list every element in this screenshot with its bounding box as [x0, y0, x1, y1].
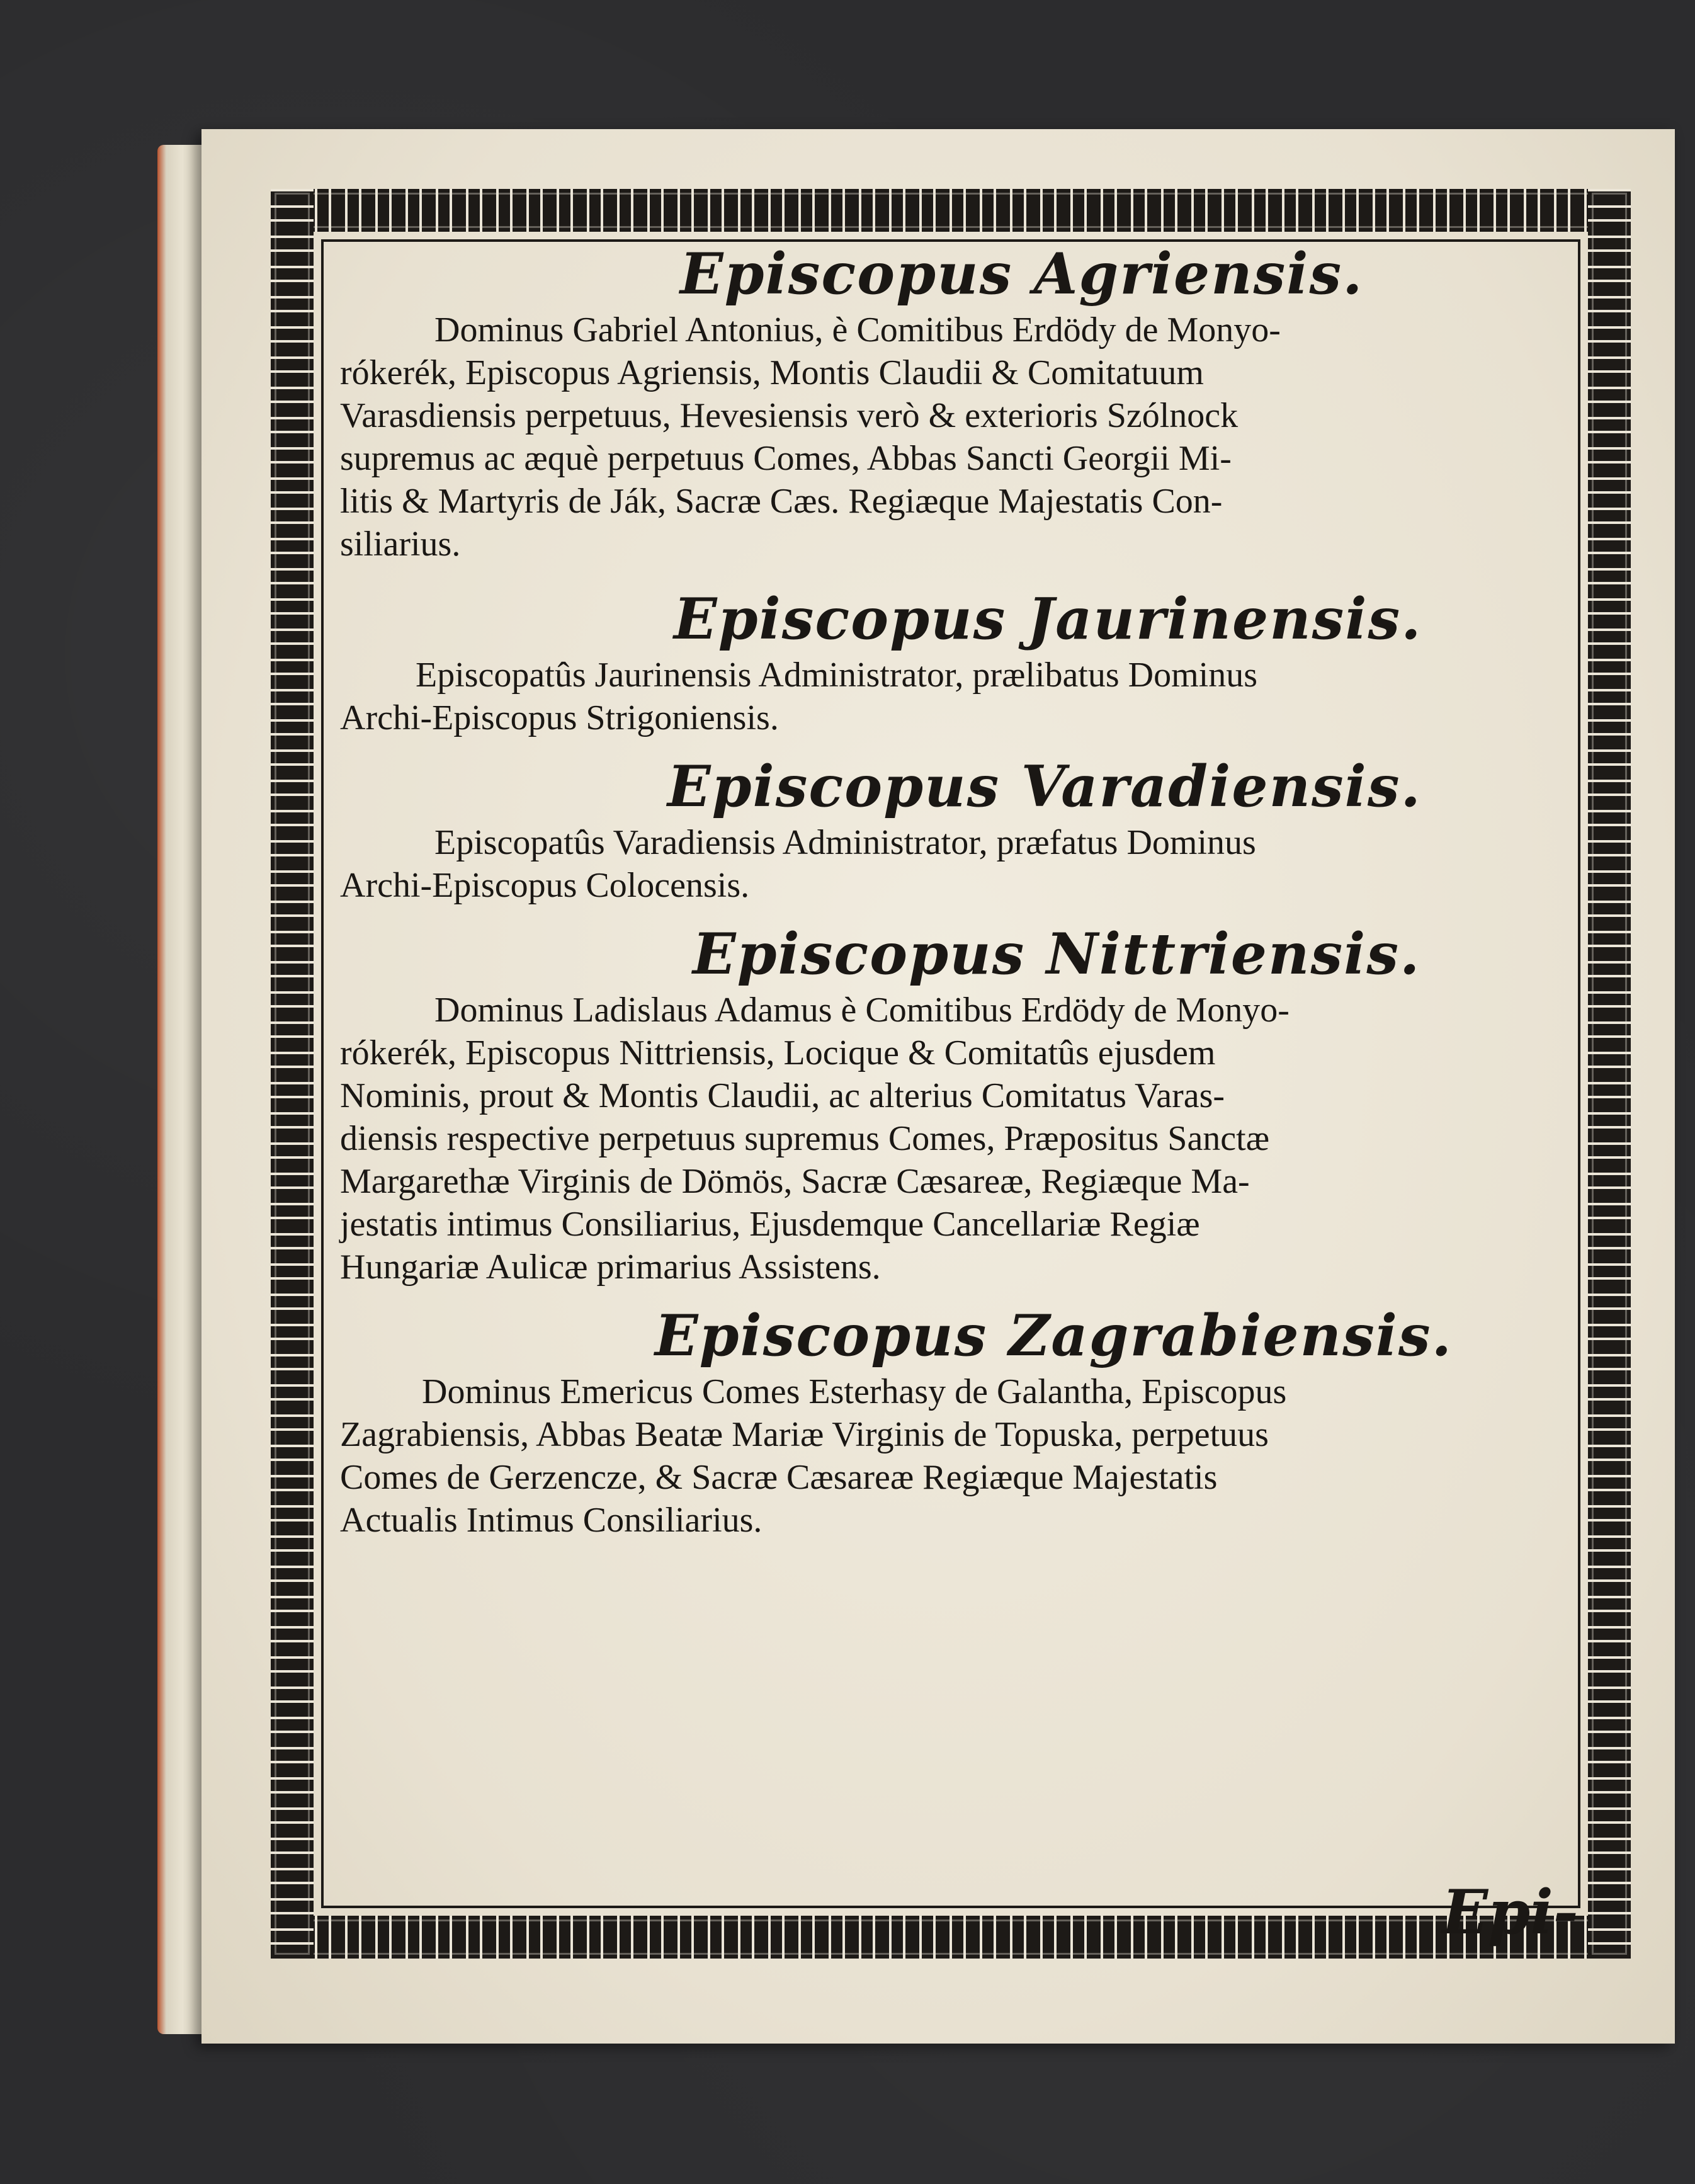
border-bottom — [271, 1916, 1631, 1959]
text-line: Comes de Gerzencze, & Sacræ Cæsareæ Regiæque Majestatis — [340, 1458, 1218, 1497]
text-line: rókerék, Episcopus Nittriensis, Locique & Comitatûs ejusdem — [340, 1033, 1216, 1072]
entry-heading: Episcopus Jaurinensis. — [674, 586, 1422, 652]
entry-nittriensis — [340, 919, 1574, 1288]
text-line: Zagrabiensis, Abbas Beatæ Mariæ Virginis de Topuska, perpetuus — [340, 1415, 1269, 1454]
entry-heading: Episcopus Nittriensis. — [693, 921, 1421, 987]
border-left — [271, 189, 314, 1959]
entry-body — [340, 654, 1574, 739]
page-text — [340, 239, 1574, 1542]
text-line: Actualis Intimus Consiliarius. — [340, 1501, 762, 1540]
text-line: Archi-Episcopus Colocensis. — [340, 866, 750, 905]
text-line: diensis respective perpetuus supremus Comes, Præpositus Sanctæ — [340, 1119, 1270, 1158]
entry-body — [340, 821, 1574, 907]
entry-agriensis — [340, 239, 1574, 566]
entry-varadiensis — [340, 752, 1574, 907]
text-line: jestatis intimus Consiliarius, Ejusdemque Cancellariæ Regiæ — [340, 1205, 1200, 1244]
text-line: rókerék, Episcopus Agriensis, Montis Claudii & Comitatuum — [340, 353, 1204, 392]
entry-jaurinensis — [340, 584, 1574, 739]
catchword: Epi- — [1442, 1877, 1579, 1948]
text-line: Dominus Gabriel Antonius, è Comitibus Erdödy de Monyo- — [434, 310, 1281, 350]
entry-heading: Episcopus Varadiensis. — [667, 753, 1422, 820]
text-line: Nominis, prout & Montis Claudii, ac alterius Comitatus Varas- — [340, 1076, 1225, 1115]
entry-body — [340, 1370, 1574, 1542]
text-line: Hungariæ Aulicæ primarius Assistens. — [340, 1248, 881, 1287]
text-line: Dominus Ladislaus Adamus è Comitibus Erdödy de Monyo- — [434, 991, 1290, 1030]
border-right — [1588, 189, 1631, 1959]
entry-body — [340, 989, 1574, 1288]
text-line: supremus ac æquè perpetuus Comes, Abbas Sancti Georgii Mi- — [340, 439, 1232, 478]
text-line: Archi-Episcopus Strigoniensis. — [340, 698, 779, 737]
text-line: Varasdiensis perpetuus, Hevesiensis verò & exterioris Szólnock — [340, 396, 1239, 435]
entry-heading: Episcopus Agriensis. — [680, 241, 1364, 307]
text-line: siliarius. — [340, 525, 461, 564]
border-top — [271, 189, 1631, 232]
text-line: Episcopatûs Jaurinensis Administrator, prælibatus Dominus — [416, 656, 1257, 695]
text-line: litis & Martyris de Ják, Sacræ Cæs. Regiæque Majestatis Con- — [340, 482, 1223, 521]
text-line: Margarethæ Virginis de Dömös, Sacræ Cæsareæ, Regiæque Ma- — [340, 1162, 1250, 1201]
entry-zagrabiensis — [340, 1301, 1574, 1542]
text-line: Dominus Emericus Comes Esterhasy de Galantha, Episcopus — [422, 1372, 1287, 1411]
entry-body — [340, 309, 1574, 566]
entry-heading: Episcopus Zagrabiensis. — [655, 1302, 1453, 1369]
text-line: Episcopatûs Varadiensis Administrator, præfatus Dominus — [434, 823, 1256, 862]
